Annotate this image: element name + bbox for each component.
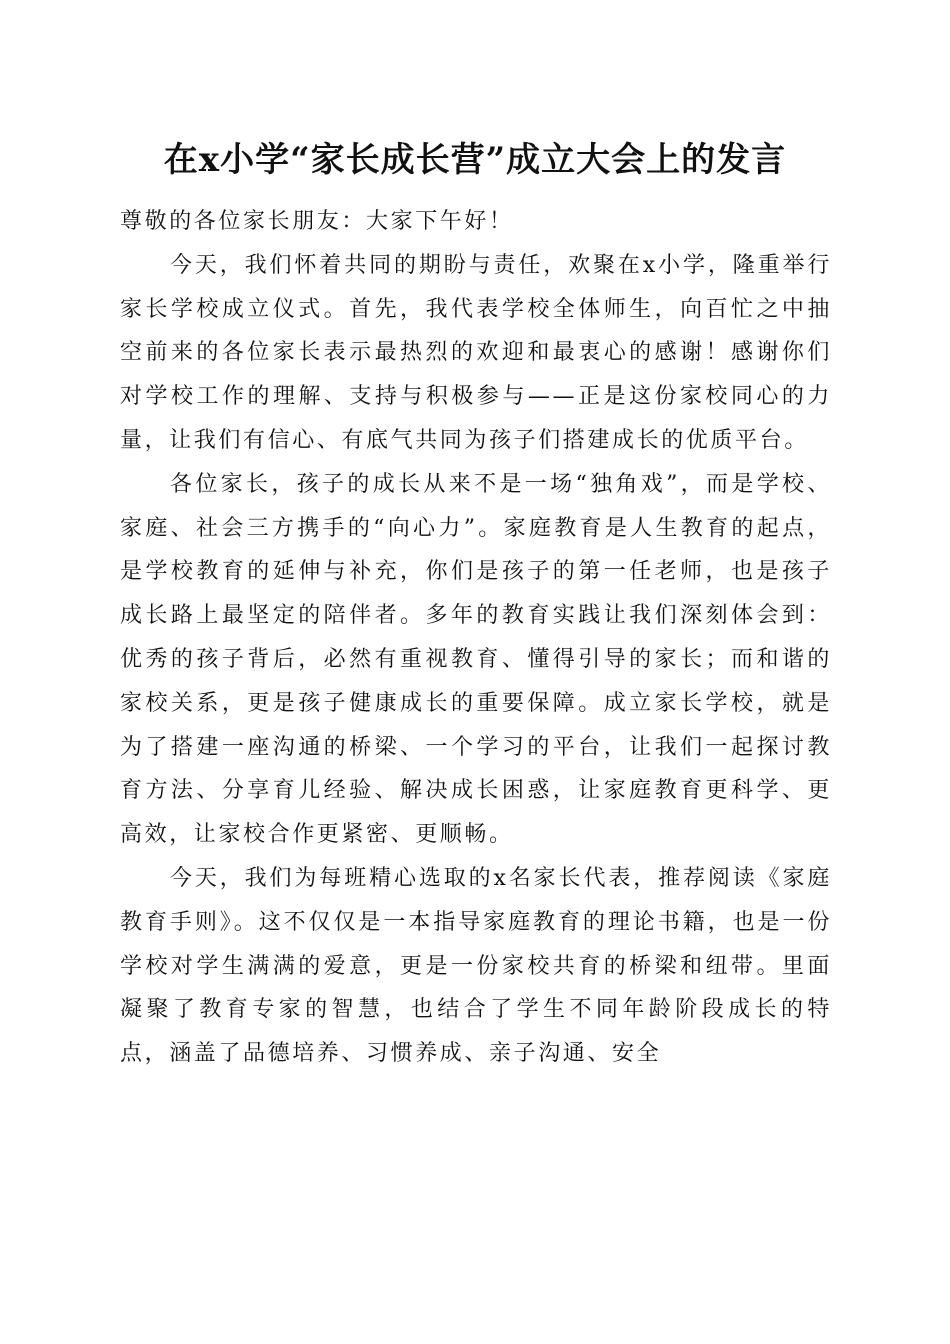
document-body <box>120 200 832 1076</box>
paragraph-1: 今天，我们怀着共同的期盼与责任，欢聚在x小学，隆重举行家长学校成立仪式。首先，我代表学校全体师生，向百忙之中抽空前来的各位家长表示最热烈的欢迎和最衷心的感谢！感谢你们对学校工作的理解、支持与积极参与——正是这份家校同心的力量，让我们有信心、有底气共同为孩子们搭建成长的优质平台。 <box>120 252 832 453</box>
document-title: 在x小学“家长成长营”成立大会上的发言 <box>163 140 787 180</box>
paragraph-3: 今天，我们为每班精心选取的x名家长代表，推荐阅读《家庭教育手则》。这不仅仅是一本指导家庭教育的理论书籍，也是一份学校对学生满满的爱意，更是一份家校共育的桥梁和纽带。里面凝聚了教育专家的智慧，也结合了学生不同年龄阶段成长的特点，涵盖了品德培养、习惯养成、亲子沟通、安全 <box>120 865 832 1067</box>
greeting-line: 尊敬的各位家长朋友：大家下午好！ <box>120 209 514 234</box>
paragraph-2: 各位家长，孩子的成长从来不是一场“独角戏”，而是学校、家庭、社会三方携手的“向心力”。家庭教育是人生教育的起点，是学校教育的延伸与补充，你们是孩子的第一任老师，也是孩子成长路上最坚定的陪伴者。多年的教育实践让我们深刻体会到：优秀的孩子背后，必然有重视教育、懂得引导的家长；而和谐的家校关系，更是孩子健康成长的重要保障。成立家长学校，就是为了搭建一座沟通的桥梁、一个学习的平台，让我们一起探讨教育方法、分享育儿经验、解决成长困惑，让家庭教育更科学、更高效，让家校合作更紧密、更顺畅。 <box>120 471 832 848</box>
